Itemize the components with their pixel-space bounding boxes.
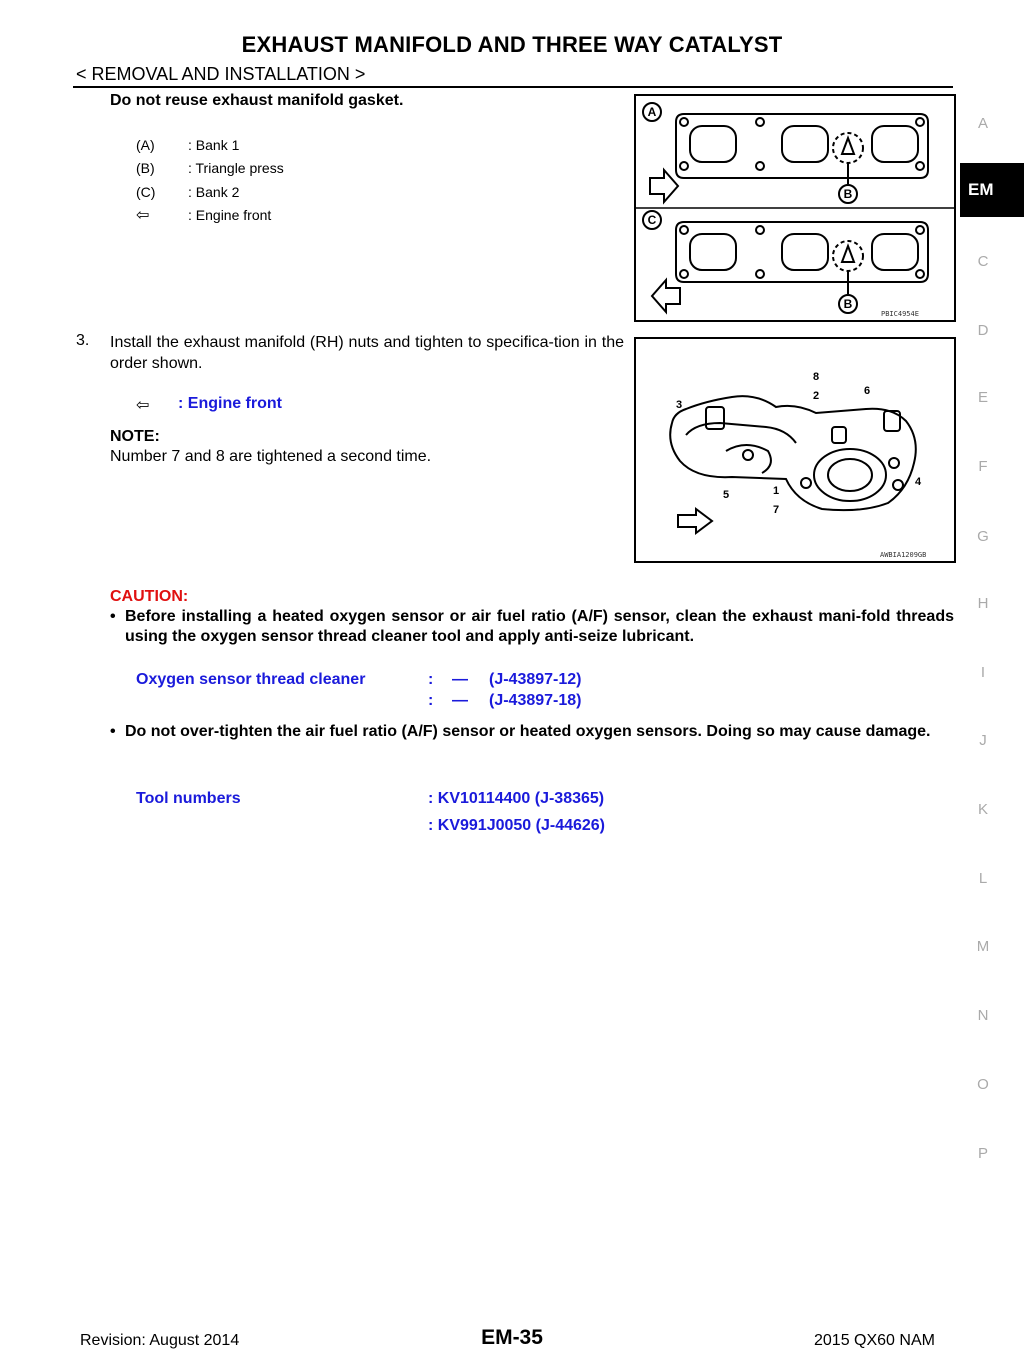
catalyst-opening bbox=[828, 459, 872, 491]
tighten-order-8: 8 bbox=[812, 371, 820, 383]
label-b: B bbox=[843, 187, 853, 201]
footer-page-number: EM-35 bbox=[481, 1326, 543, 1349]
gasket-warning: Do not reuse exhaust manifold gasket. bbox=[110, 92, 404, 109]
bank2-bolt-hole bbox=[916, 270, 924, 278]
side-index-f[interactable]: F bbox=[978, 458, 988, 475]
note-heading: NOTE: bbox=[110, 428, 160, 445]
caution-heading: CAUTION: bbox=[110, 588, 189, 605]
side-index-h[interactable]: H bbox=[977, 595, 989, 612]
bank2-direction-arrow-icon bbox=[652, 280, 680, 312]
legend-key: (B) bbox=[136, 160, 155, 177]
bank1-bolt-hole bbox=[916, 118, 924, 126]
section-breadcrumb: < REMOVAL AND INSTALLATION > bbox=[76, 64, 366, 84]
side-index-em-active[interactable]: EM bbox=[960, 163, 1024, 217]
side-index-e[interactable]: E bbox=[977, 389, 988, 406]
side-index-g[interactable]: G bbox=[977, 528, 989, 545]
figure-code: AWBIA1209GB bbox=[880, 551, 927, 559]
engine-front-arrow-icon: ⇦ bbox=[136, 397, 150, 414]
engine-front-arrow-icon bbox=[678, 509, 712, 533]
figure-code: PBIC4954E bbox=[881, 310, 919, 318]
cleaner-colon: : bbox=[428, 692, 434, 709]
engine-front-label: : Engine front bbox=[178, 395, 282, 412]
legend-item bbox=[136, 134, 284, 157]
bank1-bolt-hole bbox=[756, 162, 764, 170]
legend-value: : Bank 2 bbox=[188, 183, 240, 200]
side-index-l[interactable]: L bbox=[978, 870, 988, 887]
bank2-gasket-outline bbox=[676, 222, 928, 282]
cleaner-label: Oxygen sensor thread cleaner bbox=[136, 671, 366, 688]
cleaner-dash: — bbox=[452, 671, 468, 688]
bank1-direction-arrow-icon bbox=[650, 170, 678, 202]
legend-key: (C) bbox=[136, 183, 156, 200]
tool-number: : KV991J0050 (J-44626) bbox=[428, 817, 606, 834]
stud-bracket bbox=[706, 407, 724, 429]
legend-item bbox=[136, 181, 284, 204]
tighten-order-2: 2 bbox=[812, 390, 820, 402]
bank2-triangle-press-icon bbox=[842, 246, 854, 262]
tighten-order-7: 7 bbox=[772, 504, 780, 516]
cleaner-colon: : bbox=[428, 671, 434, 688]
catalyst-flange bbox=[814, 449, 886, 501]
side-index-m[interactable]: M bbox=[976, 938, 990, 955]
legend-value: : Bank 1 bbox=[188, 137, 240, 153]
caution-text: Before installing a heated oxygen sensor or air fuel ratio (A/F) sensor, clean the exhaust mani-fold threads using the oxygen sensor thread cleaner tool and apply anti-seize lubricant. bbox=[125, 608, 954, 645]
bank2-port-1 bbox=[690, 234, 736, 270]
side-index-d[interactable]: D bbox=[977, 322, 989, 339]
side-index-n[interactable]: N bbox=[977, 1007, 989, 1024]
legend-item bbox=[136, 157, 284, 180]
figure-legend bbox=[136, 134, 284, 227]
bank1-port-3 bbox=[872, 126, 918, 162]
legend-value: : Engine front bbox=[188, 206, 272, 223]
side-index-p[interactable]: P bbox=[977, 1145, 988, 1162]
side-index-o[interactable]: O bbox=[977, 1076, 989, 1093]
cleaner-part: (J-43897-12) bbox=[489, 671, 582, 688]
bank2-port-2 bbox=[782, 234, 828, 270]
legend-value: : Triangle press bbox=[188, 160, 284, 177]
bank1-bolt-hole bbox=[680, 118, 688, 126]
note-text: Number 7 and 8 are tightened a second time. bbox=[110, 448, 432, 465]
bank1-gasket-outline bbox=[676, 114, 928, 178]
nut-hole bbox=[801, 478, 811, 488]
label-c: C bbox=[647, 213, 657, 227]
tool-numbers-label: Tool numbers bbox=[136, 790, 241, 807]
bank2-bolt-hole bbox=[756, 270, 764, 278]
bank1-port-1 bbox=[690, 126, 736, 162]
engine-front-arrow-icon: ⇦ bbox=[136, 206, 150, 224]
bank1-triangle-press-icon bbox=[842, 138, 854, 154]
header-rule bbox=[73, 86, 953, 88]
side-index-c[interactable]: C bbox=[977, 253, 989, 270]
bank2-bolt-hole bbox=[680, 226, 688, 234]
bank1-bolt-hole bbox=[916, 162, 924, 170]
bank1-port-2 bbox=[782, 126, 828, 162]
bank1-bolt-hole bbox=[756, 118, 764, 126]
tighten-order-6: 6 bbox=[863, 385, 871, 397]
legend-item bbox=[136, 204, 284, 227]
page-title: EXHAUST MANIFOLD AND THREE WAY CATALYST bbox=[241, 32, 783, 57]
caution-bullet bbox=[110, 722, 954, 742]
footer-model: 2015 QX60 NAM bbox=[814, 1332, 935, 1349]
legend-key: (A) bbox=[136, 137, 155, 153]
side-index-i[interactable]: I bbox=[980, 664, 986, 681]
side-index-k[interactable]: K bbox=[977, 801, 988, 818]
bank2-port-3 bbox=[872, 234, 918, 270]
stud-bracket bbox=[832, 427, 846, 443]
bank2-bolt-hole bbox=[680, 270, 688, 278]
bullet-icon: • bbox=[110, 723, 116, 740]
bank1-bolt-hole bbox=[680, 162, 688, 170]
gasket-diagram bbox=[636, 96, 954, 320]
side-index-j[interactable]: J bbox=[979, 732, 987, 749]
bank2-bolt-hole bbox=[916, 226, 924, 234]
nut-hole bbox=[743, 450, 753, 460]
engine-front-callout bbox=[136, 395, 282, 415]
caution-bullet bbox=[110, 607, 954, 647]
manifold-flange-outline bbox=[670, 396, 916, 510]
manifold-diagram bbox=[636, 339, 954, 561]
manifold-runner bbox=[686, 423, 796, 443]
step-number: 3. bbox=[76, 332, 90, 349]
bullet-icon: • bbox=[110, 608, 116, 625]
tighten-order-5: 5 bbox=[722, 489, 730, 501]
label-a: A bbox=[647, 105, 657, 119]
cleaner-dash: — bbox=[452, 692, 468, 709]
bank2-bolt-hole bbox=[756, 226, 764, 234]
cleaner-part: (J-43897-18) bbox=[489, 692, 582, 709]
tool-number: : KV10114400 (J-38365) bbox=[428, 790, 605, 807]
manifold-figure bbox=[634, 337, 956, 563]
caution-text: Do not over-tighten the air fuel ratio (A/F) sensor or heated oxygen sensors. Doing so may cause damage. bbox=[125, 723, 931, 740]
tighten-order-1: 1 bbox=[772, 485, 780, 497]
tighten-order-4: 4 bbox=[914, 476, 922, 488]
side-index-a[interactable]: A bbox=[977, 115, 988, 132]
tighten-order-3: 3 bbox=[675, 399, 683, 411]
footer-revision: Revision: August 2014 bbox=[80, 1332, 240, 1349]
gasket-figure bbox=[634, 94, 956, 322]
nut-hole bbox=[893, 480, 903, 490]
step-text: Install the exhaust manifold (RH) nuts and tighten to specifica-tion in the order shown. bbox=[110, 334, 624, 372]
label-b: B bbox=[843, 297, 853, 311]
nut-hole bbox=[889, 458, 899, 468]
